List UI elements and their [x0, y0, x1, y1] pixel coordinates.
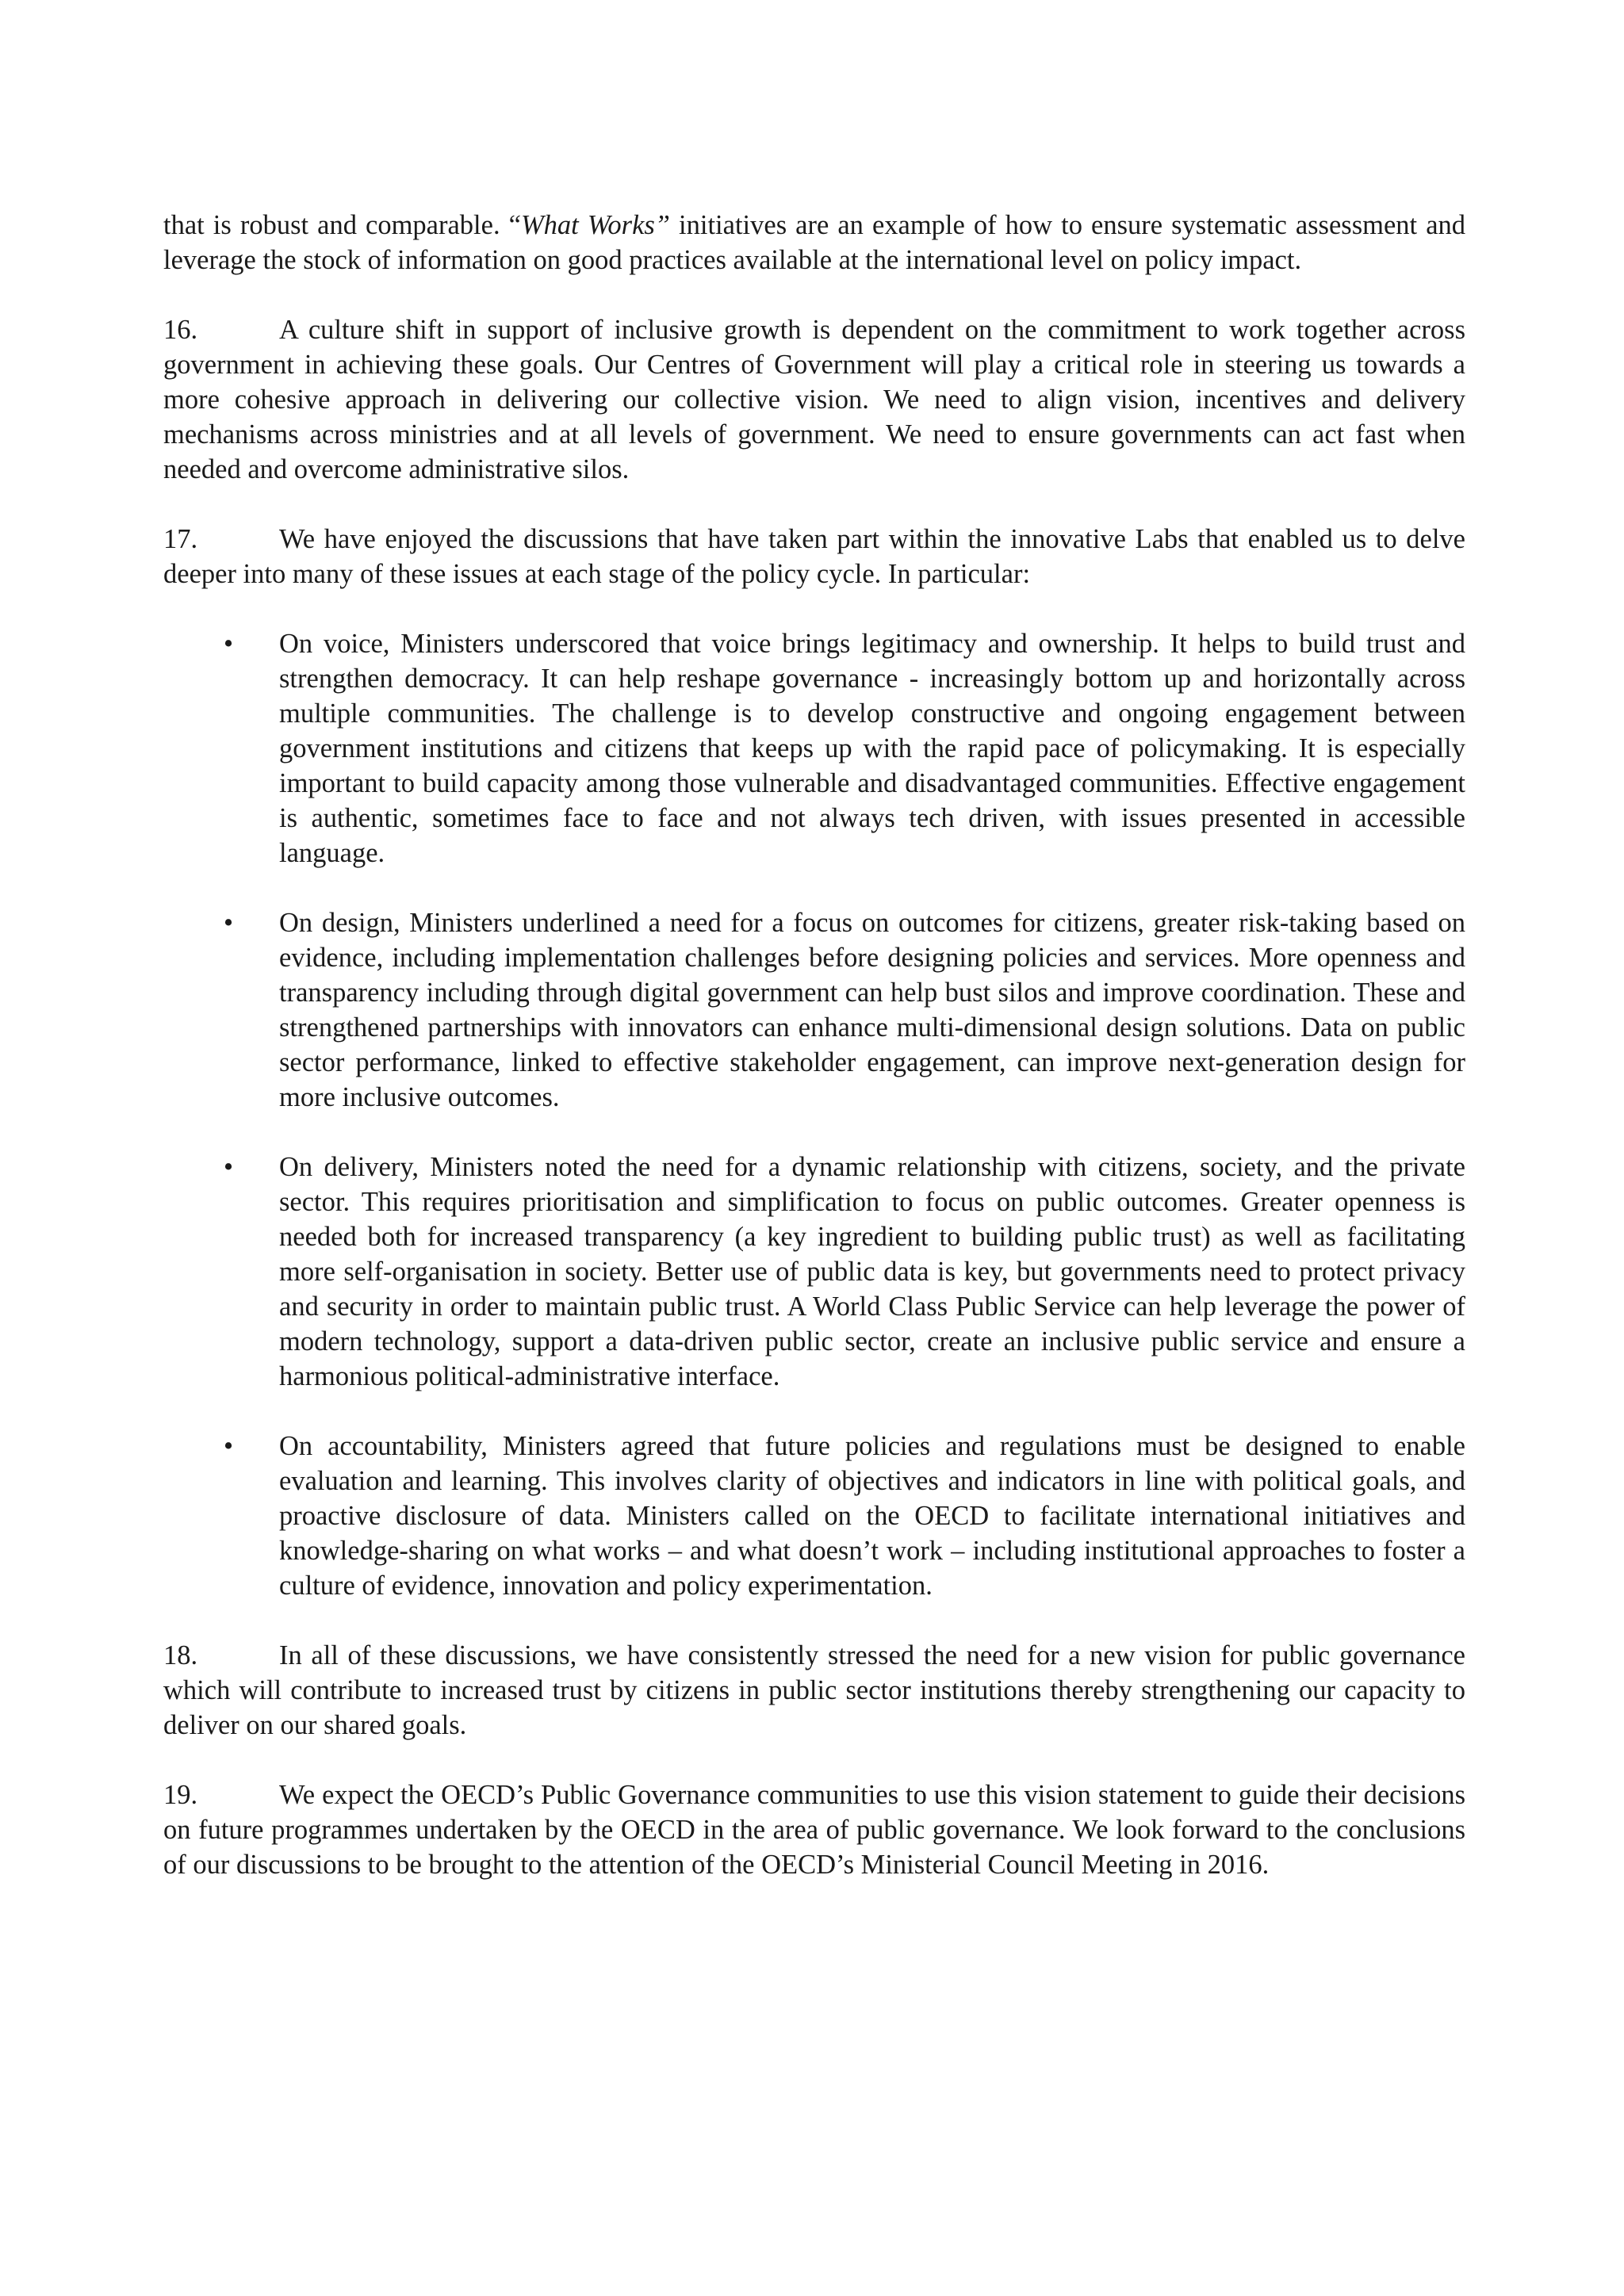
paragraph-17	[163, 522, 1465, 591]
paragraph-text: In all of these discussions, we have consistently stressed the need for a new vision for public governance which will contribute to increased trust by citizens in public sector institutions thereby strengthening our capacity to deliver on our shared goals.	[163, 1640, 1465, 1740]
paragraph-number: 19.	[163, 1780, 198, 1810]
paragraph-number: 18.	[163, 1640, 198, 1670]
bullet-item-voice	[163, 626, 1465, 871]
continuation-paragraph	[163, 208, 1465, 277]
document-page	[163, 208, 1465, 1917]
bullet-icon: •	[224, 1431, 234, 1461]
bullet-item-accountability	[163, 1429, 1465, 1603]
continuation-text-post: initiatives are an example of how to ensure systematic assessment and leverage the stock of information on good practices available at the international level on policy impact.	[163, 210, 1466, 275]
paragraph-text: We expect the OECD’s Public Governance communities to use this vision statement to guide their decisions on future programmes undertaken by the OECD in the area of public governance. We look forward to the conclusions of our discussions to be brought to the attention of the OECD’s Ministerial Council Meeting in 2016.	[163, 1780, 1465, 1880]
bullet-icon: •	[224, 908, 234, 938]
paragraph-19	[163, 1777, 1465, 1882]
bullet-text: On voice, Ministers underscored that voice brings legitimacy and ownership. It helps to build trust and strengthen democracy. It can help reshape governance - increasingly bottom up and horizontally across multiple communities. The challenge is to develop constructive and ongoing engagement between government institutions and citizens that keeps up with the rapid pace of policymaking. It is especially important to build capacity among those vulnerable and disadvantaged communities. Effective engagement is authentic, sometimes face to face and not always tech driven, with issues presented in accessible language.	[279, 629, 1465, 868]
bullet-icon: •	[224, 1152, 234, 1182]
bullet-list	[163, 626, 1465, 1603]
paragraph-16	[163, 312, 1465, 487]
paragraph-18	[163, 1638, 1465, 1743]
continuation-text-pre: that is robust and comparable. “	[163, 210, 521, 240]
paragraph-number: 16.	[163, 315, 198, 345]
bullet-item-design	[163, 905, 1465, 1115]
bullet-text: On design, Ministers underlined a need for a focus on outcomes for citizens, greater risk-taking based on evidence, including implementation challenges before designing policies and services. More openness and transparency including through digital government can help bust silos and improve coordination. These and strengthened partnerships with innovators can enhance multi-dimensional design solutions. Data on public sector performance, linked to effective stakeholder engagement, can improve next-generation design for more inclusive outcomes.	[279, 908, 1465, 1112]
bullet-text: On delivery, Ministers noted the need for a dynamic relationship with citizens, society, and the private sector. This requires prioritisation and simplification to focus on public outcomes. Greater openness is needed both for increased transparency (a key ingredient to building public trust) as well as facilitating more self-organisation in society. Better use of public data is key, but governments need to protect privacy and security in order to maintain public trust. A World Class Public Service can help leverage the power of modern technology, support a data-driven public sector, create an inclusive public service and ensure a harmonious political-administrative interface.	[279, 1152, 1465, 1391]
paragraph-text: We have enjoyed the discussions that have taken part within the innovative Labs that enabled us to delve deeper into many of these issues at each stage of the policy cycle. In particular:	[163, 524, 1465, 589]
paragraph-text: A culture shift in support of inclusive growth is dependent on the commitment to work together across government in achieving these goals. Our Centres of Government will play a critical role in steering us towards a more cohesive approach in delivering our collective vision. We need to align vision, incentives and delivery mechanisms across ministries and at all levels of government. We need to ensure governments can act fast when needed and overcome administrative silos.	[163, 315, 1465, 484]
what-works-italic: What Works”	[520, 210, 670, 240]
paragraph-number: 17.	[163, 524, 198, 554]
bullet-item-delivery	[163, 1150, 1465, 1394]
bullet-text: On accountability, Ministers agreed that future policies and regulations must be designed to enable evaluation and learning. This involves clarity of objectives and indicators in line with political goals, and proactive disclosure of data. Ministers called on the OECD to facilitate international initiatives and knowledge-sharing on what works – and what doesn’t work – including institutional approaches to foster a culture of evidence, innovation and policy experimentation.	[279, 1431, 1465, 1601]
bullet-icon: •	[224, 629, 234, 659]
